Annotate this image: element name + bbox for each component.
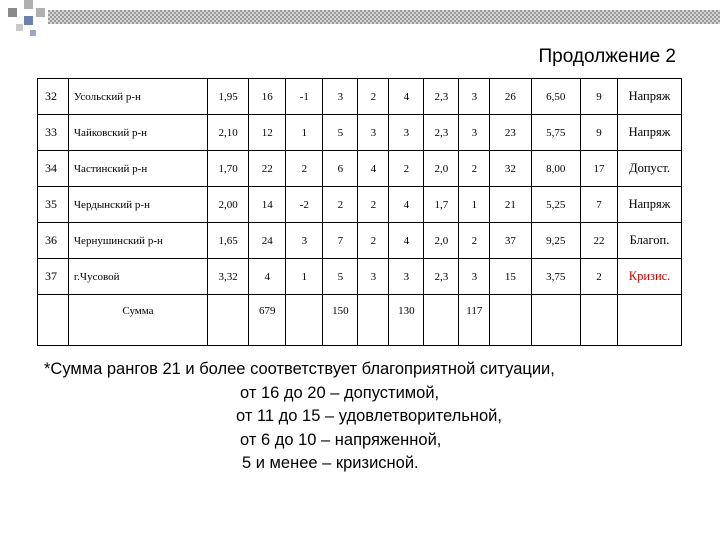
sum-empty-cell: [618, 295, 682, 346]
status-cell: Кризис.: [618, 259, 682, 295]
value-cell: 5: [323, 115, 358, 151]
note-line: от 11 до 15 – удовлетворительной,: [236, 407, 502, 425]
row-number: 37: [38, 259, 69, 295]
value-cell: 2,10: [208, 115, 249, 151]
sum-value: 130: [389, 295, 424, 346]
value-cell: 3: [358, 259, 389, 295]
value-cell: 32: [490, 151, 531, 187]
value-cell: 3: [389, 115, 424, 151]
value-cell: 3: [389, 259, 424, 295]
value-cell: 5: [323, 259, 358, 295]
status-cell: Напряж: [618, 115, 682, 151]
ranking-notes: [44, 358, 684, 476]
district-name: Чайковский р-н: [68, 115, 207, 151]
value-cell: 2,3: [424, 115, 459, 151]
value-cell: 5,25: [531, 187, 580, 223]
value-cell: 1: [459, 187, 490, 223]
value-cell: 4: [389, 223, 424, 259]
table-row: [38, 115, 682, 151]
value-cell: 24: [249, 223, 286, 259]
row-number: 35: [38, 187, 69, 223]
sum-empty-cell: [208, 295, 249, 346]
status-cell: Напряж: [618, 187, 682, 223]
value-cell: -2: [286, 187, 323, 223]
value-cell: 2: [323, 187, 358, 223]
row-number: 32: [38, 79, 69, 115]
value-cell: 2,3: [424, 259, 459, 295]
value-cell: 6: [323, 151, 358, 187]
value-cell: 2,0: [424, 151, 459, 187]
district-name: Чернушинский р-н: [68, 223, 207, 259]
note-line: от 16 до 20 – допустимой,: [240, 383, 440, 402]
sum-empty-cell: [286, 295, 323, 346]
value-cell: 1: [286, 259, 323, 295]
rating-table: [37, 78, 682, 346]
table-row: [38, 223, 682, 259]
value-cell: 1: [286, 115, 323, 151]
value-cell: 2: [358, 223, 389, 259]
value-cell: 6,50: [531, 79, 580, 115]
value-cell: 9: [580, 79, 617, 115]
value-cell: 3,75: [531, 259, 580, 295]
table-row: [38, 259, 682, 295]
value-cell: 3: [358, 115, 389, 151]
sum-empty-cell: [358, 295, 389, 346]
value-cell: 2,0: [424, 223, 459, 259]
value-cell: 3,32: [208, 259, 249, 295]
table-row: [38, 151, 682, 187]
value-cell: 2,00: [208, 187, 249, 223]
value-cell: 2: [358, 79, 389, 115]
value-cell: 21: [490, 187, 531, 223]
value-cell: 1,7: [424, 187, 459, 223]
value-cell: 9,25: [531, 223, 580, 259]
value-cell: 2: [286, 151, 323, 187]
value-cell: 37: [490, 223, 531, 259]
row-number: 36: [38, 223, 69, 259]
page-title: Продолжение 2: [538, 46, 676, 67]
sum-empty-cell: [424, 295, 459, 346]
value-cell: 12: [249, 115, 286, 151]
note-line: от 6 до 10 – напряженной,: [240, 430, 442, 449]
value-cell: 9: [580, 115, 617, 151]
sum-value: 679: [249, 295, 286, 346]
value-cell: 23: [490, 115, 531, 151]
sum-value: 117: [459, 295, 490, 346]
value-cell: 7: [580, 187, 617, 223]
value-cell: 14: [249, 187, 286, 223]
value-cell: 1,70: [208, 151, 249, 187]
value-cell: 2: [459, 223, 490, 259]
sum-empty-cell: [531, 295, 580, 346]
value-cell: -1: [286, 79, 323, 115]
district-name: г.Чусовой: [68, 259, 207, 295]
value-cell: 2: [580, 259, 617, 295]
status-cell: Допуст.: [618, 151, 682, 187]
value-cell: 3: [459, 259, 490, 295]
table-row: [38, 187, 682, 223]
district-name: Чердынский р-н: [68, 187, 207, 223]
value-cell: 26: [490, 79, 531, 115]
value-cell: 4: [249, 259, 286, 295]
value-cell: 3: [286, 223, 323, 259]
value-cell: 4: [389, 187, 424, 223]
value-cell: 1,65: [208, 223, 249, 259]
value-cell: 8,00: [531, 151, 580, 187]
value-cell: 3: [459, 79, 490, 115]
sum-empty-cell: [38, 295, 69, 346]
table-row: [38, 79, 682, 115]
value-cell: 3: [459, 115, 490, 151]
value-cell: 1,95: [208, 79, 249, 115]
sum-empty-cell: [490, 295, 531, 346]
value-cell: 17: [580, 151, 617, 187]
checkered-bar: [48, 10, 720, 24]
sum-value: 150: [323, 295, 358, 346]
value-cell: 16: [249, 79, 286, 115]
status-cell: Благоп.: [618, 223, 682, 259]
value-cell: 7: [323, 223, 358, 259]
row-number: 34: [38, 151, 69, 187]
row-number: 33: [38, 115, 69, 151]
status-cell: Напряж: [618, 79, 682, 115]
value-cell: 22: [580, 223, 617, 259]
note-line: *Сумма рангов 21 и более соответствует благоприятной ситуации,: [44, 360, 555, 378]
district-name: Частинский р-н: [68, 151, 207, 187]
value-cell: 22: [249, 151, 286, 187]
decorative-top-bar: [48, 10, 720, 24]
value-cell: 2: [389, 151, 424, 187]
value-cell: 4: [358, 151, 389, 187]
sum-empty-cell: [580, 295, 617, 346]
value-cell: 15: [490, 259, 531, 295]
value-cell: 5,75: [531, 115, 580, 151]
value-cell: 2: [358, 187, 389, 223]
sum-label: Сумма: [68, 295, 207, 346]
value-cell: 3: [323, 79, 358, 115]
district-name: Усольский р-н: [68, 79, 207, 115]
value-cell: 2,3: [424, 79, 459, 115]
note-line: 5 и менее – кризисной.: [242, 454, 419, 472]
sum-row: [38, 295, 682, 346]
value-cell: 4: [389, 79, 424, 115]
value-cell: 2: [459, 151, 490, 187]
